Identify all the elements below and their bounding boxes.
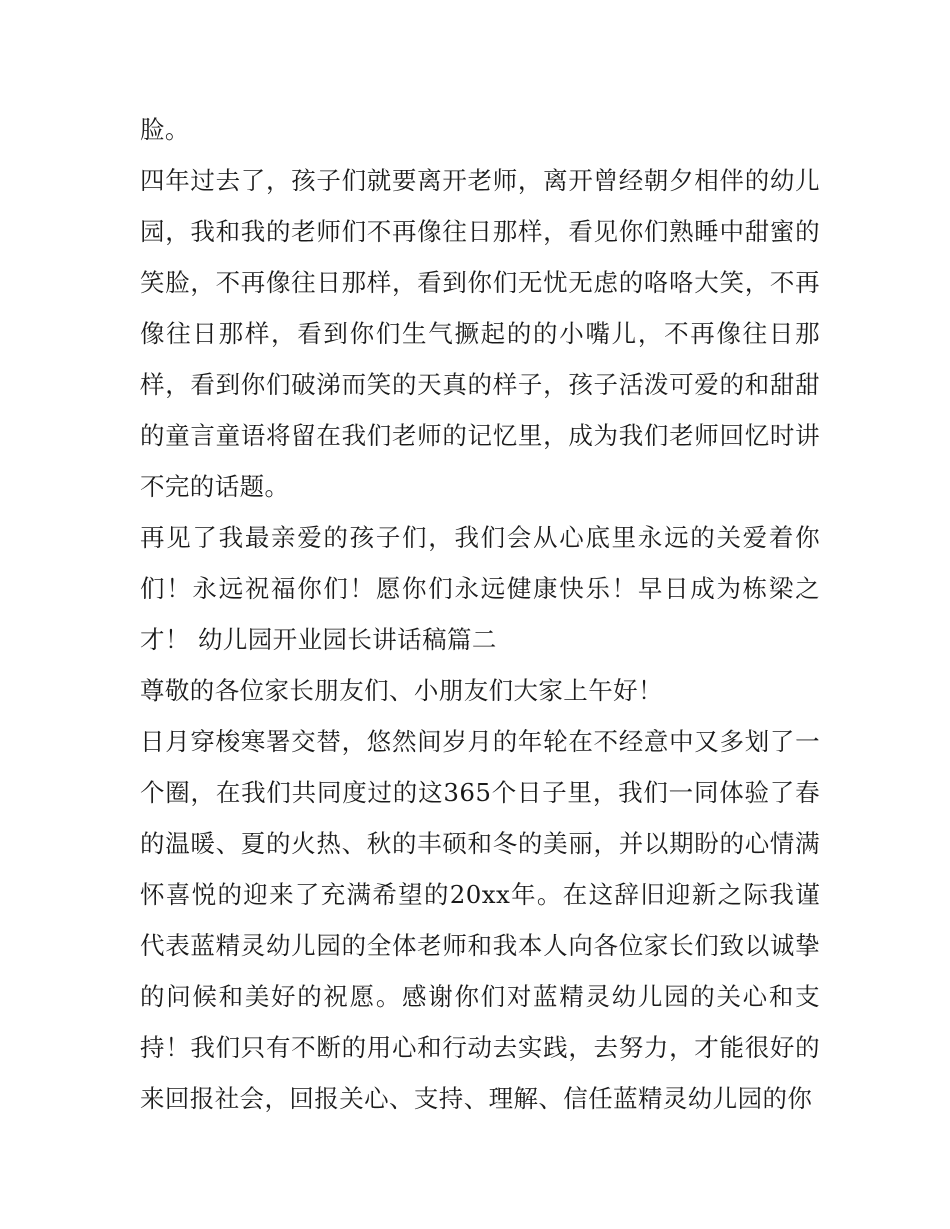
document-body (140, 104, 820, 1124)
paragraph-5: 日月穿梭寒署交替，悠然间岁月的年轮在不经意中又多划了一个圈，在我们共同度过的这365个日子里，我们一同体验了春的温暖、夏的火热、秋的丰硕和冬的美丽，并以期盼的心情满怀喜悦的迎来了充满希望的20xx年。在这辞旧迎新之际我谨代表蓝精灵幼儿园的全体老师和我本人向各位家长们致以诚挚的问候和美好的祝愿。感谢你们对蓝精灵幼儿园的关心和支持！我们只有不断的用心和行动去实践，去努力，才能很好的来回报社会，回报关心、支持、理解、信任蓝精灵幼儿园的你 (140, 727, 820, 1113)
paragraph-4: 尊敬的各位家长朋友们、小朋友们大家上午好！ (140, 676, 663, 705)
paragraph-1: 脸。 (140, 115, 190, 144)
paragraph-3: 再见了我最亲爱的孩子们，我们会从心底里永远的关爱着你们！永远祝福你们！愿你们永远健康快乐！早日成为栋梁之才！ 幼儿园开业园长讲话稿篇二 (140, 523, 820, 654)
paragraph-2: 四年过去了，孩子们就要离开老师，离开曾经朝夕相伴的幼儿园，我和我的老师们不再像往日那样，看见你们熟睡中甜蜜的笑脸，不再像往日那样，看到你们无忧无虑的咯咯大笑，不再像往日那样，看到你们生气撅起的的小嘴儿，不再像往日那样，看到你们破涕而笑的天真的样子，孩子活泼可爱的和甜甜的童言童语将留在我们老师的记忆里，成为我们老师回忆时讲不完的话题。 (140, 166, 820, 501)
